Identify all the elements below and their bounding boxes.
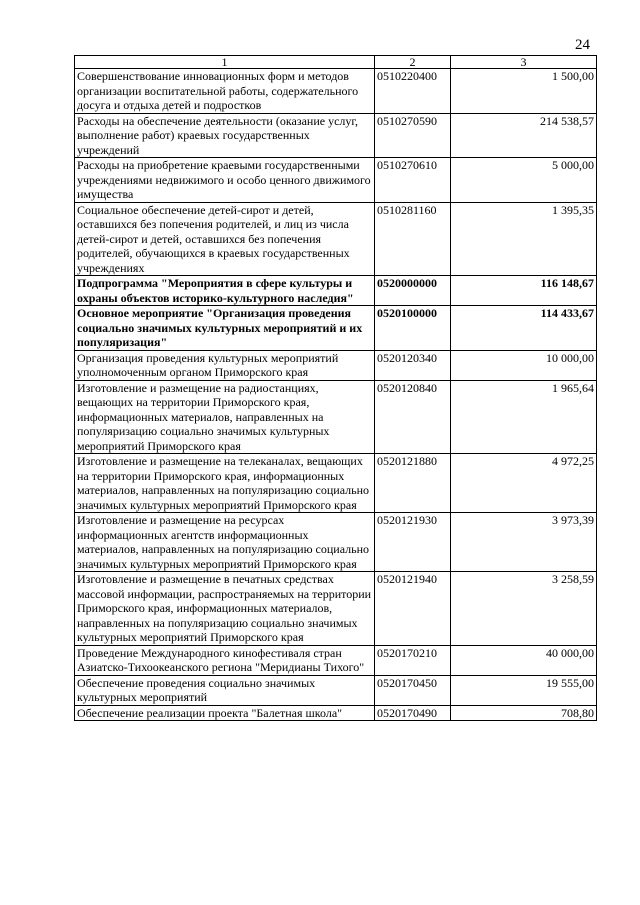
row-amount-cell: 4 972,25 bbox=[451, 454, 597, 513]
table-row bbox=[75, 380, 597, 454]
row-name-cell: Расходы на приобретение краевыми государственными учреждениями недвижимого и особо ценного движимого имущества bbox=[75, 158, 375, 203]
row-code-cell: 0510270610 bbox=[375, 158, 451, 203]
table-row bbox=[75, 454, 597, 513]
row-name-cell: Расходы на обеспечение деятельности (оказание услуг, выполнение работ) краевых государственных учреждений bbox=[75, 113, 375, 158]
row-amount-cell: 10 000,00 bbox=[451, 350, 597, 380]
column-header-2: 2 bbox=[375, 56, 451, 69]
row-amount-cell: 114 433,67 bbox=[451, 306, 597, 351]
row-name-cell: Изготовление и размещение в печатных средствах массовой информации, распространяемых на территории Приморского края, информационных материалов, направленных на популяризацию социально значимых культурных мероприятий Приморского края bbox=[75, 572, 375, 646]
table-row bbox=[75, 350, 597, 380]
row-code-cell: 0520170490 bbox=[375, 705, 451, 721]
column-header-1: 1 bbox=[75, 56, 375, 69]
row-amount-cell: 214 538,57 bbox=[451, 113, 597, 158]
table-row bbox=[75, 306, 597, 351]
row-code-cell: 0520120340 bbox=[375, 350, 451, 380]
row-name-cell: Социальное обеспечение детей-сирот и детей, оставшихся без попечения родителей, и лиц из числа детей-сирот и детей, оставшихся без попечения родителей, обучающихся в краевых государственных учреждениях bbox=[75, 202, 375, 276]
row-amount-cell: 40 000,00 bbox=[451, 645, 597, 675]
row-amount-cell: 1 395,35 bbox=[451, 202, 597, 276]
table-row bbox=[75, 645, 597, 675]
row-code-cell: 0520100000 bbox=[375, 306, 451, 351]
row-name-cell: Обеспечение реализации проекта "Балетная школа" bbox=[75, 705, 375, 721]
table-row bbox=[75, 69, 597, 114]
row-name-cell: Проведение Международного кинофестиваля стран Азиатско-Тихоокеанского региона "Меридианы Тихого" bbox=[75, 645, 375, 675]
row-amount-cell: 1 500,00 bbox=[451, 69, 597, 114]
row-amount-cell: 708,80 bbox=[451, 705, 597, 721]
row-code-cell: 0520121930 bbox=[375, 513, 451, 572]
column-header-3: 3 bbox=[451, 56, 597, 69]
row-code-cell: 0510281160 bbox=[375, 202, 451, 276]
table-row bbox=[75, 675, 597, 705]
budget-table bbox=[74, 55, 597, 721]
table-row bbox=[75, 202, 597, 276]
row-code-cell: 0520120840 bbox=[375, 380, 451, 454]
table-row bbox=[75, 572, 597, 646]
table-row bbox=[75, 113, 597, 158]
page-number: 24 bbox=[575, 37, 590, 53]
row-name-cell: Основное мероприятие "Организация проведения социально значимых культурных мероприятий и их популяризация" bbox=[75, 306, 375, 351]
row-name-cell: Изготовление и размещение на ресурсах информационных агентств информационных материалов, направленных на популяризацию социально значимых культурных мероприятий Приморского края bbox=[75, 513, 375, 572]
row-code-cell: 0520170450 bbox=[375, 675, 451, 705]
row-code-cell: 0520121880 bbox=[375, 454, 451, 513]
row-code-cell: 0510220400 bbox=[375, 69, 451, 114]
row-name-cell: Организация проведения культурных мероприятий уполномоченным органом Приморского края bbox=[75, 350, 375, 380]
table-row bbox=[75, 513, 597, 572]
header-row bbox=[75, 56, 597, 69]
table-header bbox=[75, 56, 597, 69]
row-amount-cell: 19 555,00 bbox=[451, 675, 597, 705]
row-code-cell: 0510270590 bbox=[375, 113, 451, 158]
row-name-cell: Изготовление и размещение на телеканалах, вещающих на территории Приморского края, информационных материалов, направленных на популяризацию социально значимых культурных мероприятий Приморского края bbox=[75, 454, 375, 513]
row-name-cell: Совершенствование инновационных форм и методов организации воспитательной работы, содержательного досуга и отдыха детей и подростков bbox=[75, 69, 375, 114]
table-row bbox=[75, 705, 597, 721]
row-amount-cell: 3 973,39 bbox=[451, 513, 597, 572]
row-amount-cell: 116 148,67 bbox=[451, 276, 597, 306]
row-amount-cell: 3 258,59 bbox=[451, 572, 597, 646]
row-code-cell: 0520170210 bbox=[375, 645, 451, 675]
row-name-cell: Подпрограмма "Мероприятия в сфере культуры и охраны объектов историко-культурного наследия" bbox=[75, 276, 375, 306]
table-row bbox=[75, 158, 597, 203]
row-amount-cell: 5 000,00 bbox=[451, 158, 597, 203]
row-code-cell: 0520121940 bbox=[375, 572, 451, 646]
row-name-cell: Обеспечение проведения социально значимых культурных мероприятий bbox=[75, 675, 375, 705]
table-row bbox=[75, 276, 597, 306]
row-name-cell: Изготовление и размещение на радиостанциях, вещающих на территории Приморского края, информационных материалов, направленных на популяризацию социально значимых культурных мероприятий Приморского края bbox=[75, 380, 375, 454]
row-code-cell: 0520000000 bbox=[375, 276, 451, 306]
row-amount-cell: 1 965,64 bbox=[451, 380, 597, 454]
table-body bbox=[75, 69, 597, 721]
